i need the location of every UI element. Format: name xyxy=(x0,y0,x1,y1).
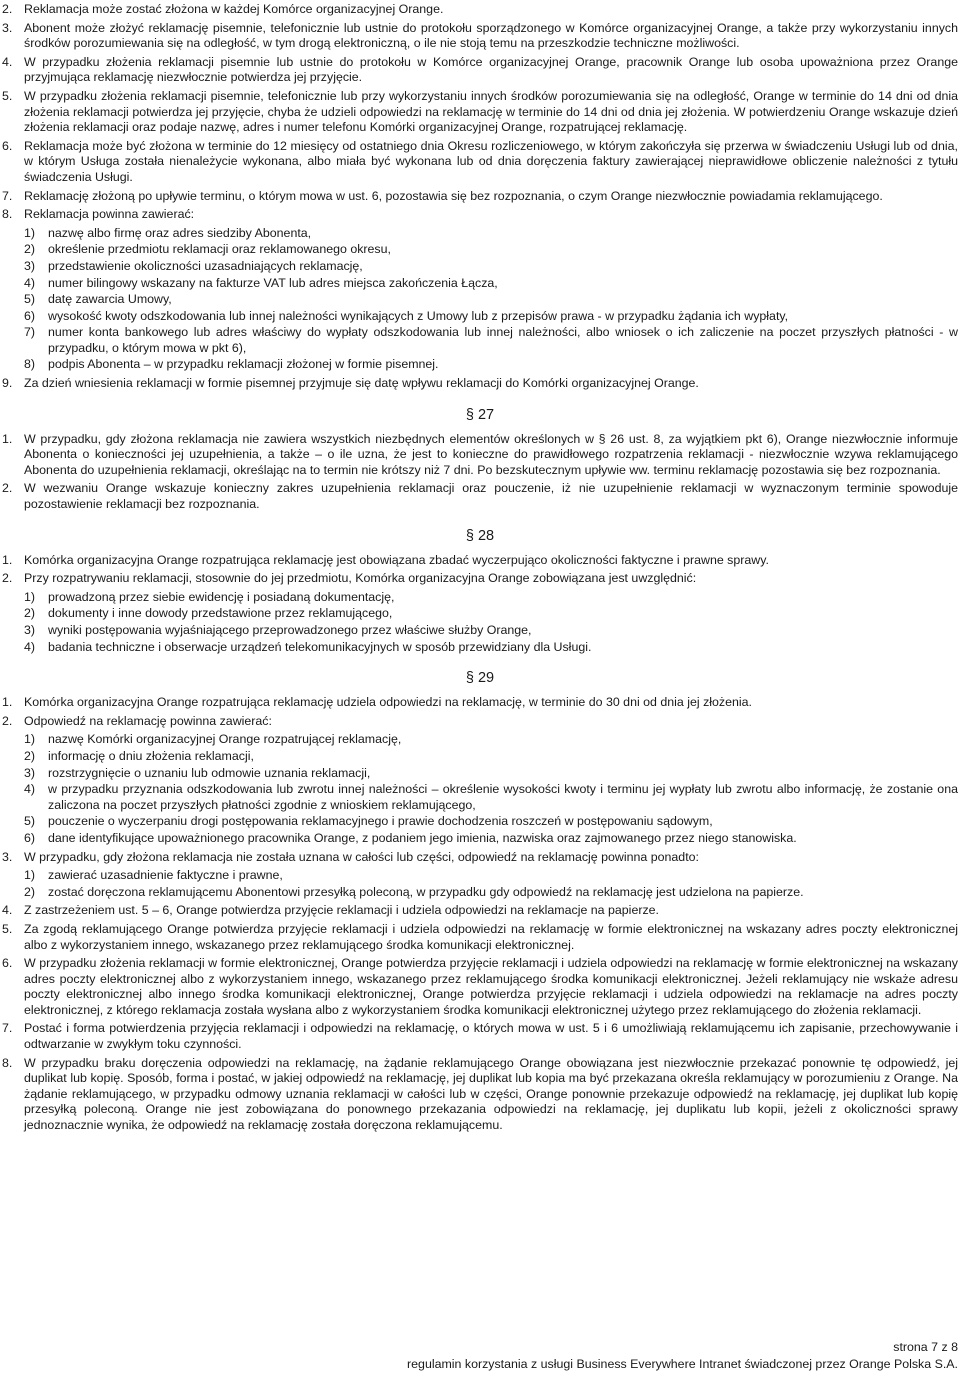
numbered-paragraph xyxy=(2,139,958,186)
list-item-text: dane identyfikujące upoważnionego pracownika Orange, z podaniem jego imienia, nazwiska oraz zajmowanego przez niego stanowiska. xyxy=(48,830,797,845)
list-item xyxy=(24,357,958,373)
page-number: strona 7 z 8 xyxy=(893,1340,958,1354)
list-item xyxy=(24,242,958,258)
list-item-number: 1) xyxy=(24,225,36,240)
paragraph-text: Reklamacja może zostać złożona w każdej Komórce organizacyjnej Orange. xyxy=(24,2,444,16)
paragraph-number: 9. xyxy=(2,376,13,391)
numbered-paragraph xyxy=(2,55,958,86)
list-item xyxy=(24,276,958,292)
list-item xyxy=(24,292,958,308)
section-heading: § 27 xyxy=(465,406,495,423)
paragraph-text: Za zgodą reklamującego Orange potwierdza przyjęcie reklamacji i udziela odpowiedzi na reklamację w formie elektronicznej na wskazany adres poczty elektronicznej albo z wykorzystaniem innego, wskazanego przez reklamującego środka komunikacji elektronicznej. xyxy=(24,921,958,952)
list-item-number: 3) xyxy=(24,765,36,780)
list-item-number: 1) xyxy=(24,868,36,883)
paragraph-text: W wezwaniu Orange wskazuje konieczny zakres uzupełnienia reklamacji oraz pouczenie, iż nie uzupełnienie reklamacji w wyznaczonym terminie spowoduje pozostawienie reklamacji bez rozpoznania. xyxy=(24,481,958,512)
list-item xyxy=(24,259,958,275)
list-item-number: 1) xyxy=(24,732,36,747)
numbered-paragraph xyxy=(2,189,958,205)
paragraph-text: W przypadku braku doręczenia odpowiedzi na reklamację, na żądanie reklamującego Orange obowiązana jest niezwłocznie przekazać ponownie tę odpowiedź, jej duplikat lub kopię. Sposób, forma i postać, w jakiej odpowiedź na reklamację, jej duplikat lub kopia ma być przekazana określa reklamujący w porozumieniu z Orange. Na żądanie reklamującego, w przypadku odmowy uznania reklamacji w całości lub w części, Orange ponownie przekazuje odpowiedź na reklamację, jej duplikat lub kopię przesyłką poleconą. Orange nie jest zobowiązana do ponownego przekazania odpowiedzi na reklamację, jej duplikatu lub kopii, jeżeli z okoliczności sprawy jednoznacznie wynika, że odpowiedź na reklamację została doręczona reklamującemu. xyxy=(24,1055,958,1133)
list-item-number: 6) xyxy=(24,308,36,323)
paragraph-number: 8. xyxy=(2,207,13,222)
list-item-text: podpis Abonenta – w przypadku reklamacji złożonej w formie pisemnej. xyxy=(48,357,439,372)
list-item-text: wyniki postępowania wyjaśniającego przeprowadzonego przez właściwe służby Orange, xyxy=(48,623,532,637)
paragraph-text: Komórka organizacyjna Orange rozpatrująca reklamację jest obowiązana zbadać wyczerpująco okoliczności faktyczne i prawne sprawy. xyxy=(24,552,769,567)
list-item-number: 3) xyxy=(24,258,36,273)
numbered-paragraph xyxy=(2,571,958,655)
numbered-paragraph xyxy=(2,89,958,136)
list-item-text: nazwę albo firmę oraz adres siedziby Abonenta, xyxy=(48,225,312,240)
numbered-paragraph xyxy=(2,903,958,919)
numbered-paragraph xyxy=(2,2,958,18)
list-item xyxy=(24,606,958,622)
paragraph-number: 6. xyxy=(2,138,13,153)
section-heading: § 29 xyxy=(465,670,495,687)
paragraph-number: 1. xyxy=(2,695,13,710)
list-item-number: 7) xyxy=(24,325,36,340)
list-item-text: prowadzoną przez siebie ewidencję i posiadaną dokumentację, xyxy=(48,589,395,604)
paragraph-text: Abonent może złożyć reklamację pisemnie, telefonicznie lub ustnie do protokołu sporządzonego w Komórce organizacyjnej Orange, a także przy wykorzystaniu innych środków porozumiewania się na odległość, w tym drogą elektroniczną, o ile nie stoją temu na przeszkodzie techniczne możliwości. xyxy=(24,20,958,51)
list-item-number: 2) xyxy=(24,748,36,763)
list-item-text: zawierać uzasadnienie faktyczne i prawne, xyxy=(48,868,283,883)
numbered-paragraph xyxy=(2,432,958,479)
numbered-paragraph xyxy=(2,1021,958,1052)
list-item-text: dokumenty i inne dowody przedstawione przez reklamującego, xyxy=(48,606,393,621)
paragraph-text: W przypadku, gdy złożona reklamacja nie zawiera wszystkich niezbędnych elementów określonych w § 26 ust. 8, za wyjątkiem pkt 6), Orange niezwłocznie informuje Abonenta o konieczności jej uzupełnienia, a także – o ile uzna, że jest to konieczne do prawidłowego rozpatrzenia reklamacji - niezwłocznie wzywa reklamującego Abonenta do uzupełnienia reklamacji, określając na to termin nie krótszy niż 7 dni. Po bezskutecznym upływie ww. terminu reklamację pozostawia się bez rozpoznania. xyxy=(24,431,958,477)
list-item-number: 2) xyxy=(24,242,36,257)
numbered-paragraph xyxy=(2,1056,958,1134)
paragraph-number: 3. xyxy=(2,20,13,35)
paragraph-number: 5. xyxy=(2,921,13,936)
paragraph-text: W przypadku złożenia reklamacji pisemnie, telefonicznie lub przy wykorzystaniu innych środków porozumiewania się na odległość, Orange w terminie do 14 dni od dnia złożenia reklamacji potwierdza jej przyjęcie, chyba że udzieli odpowiedzi na reklamację w terminie do 14 dni od dnia jej złożenia. W potwierdzeniu Orange wskazuje dzień złożenia reklamacji oraz podaje nazwę, adres i numer telefonu Komórki organizacyjnej Orange, rozpatrującej reklamację. xyxy=(24,88,958,135)
list-item-number: 4) xyxy=(24,639,36,654)
paragraph-text: Postać i forma potwierdzenia przyjęcia reklamacji i odpowiedzi na reklamację, o których mowa w ust. 5 i 6 umożliwiają reklamującemu ich zapisanie, przechowywanie i odtwarzanie w zwykłym toku czynności. xyxy=(24,1021,958,1052)
page-footer xyxy=(407,1339,958,1373)
list-item-text: przedstawienie okoliczności uzasadniających reklamację, xyxy=(48,258,363,273)
list-item xyxy=(24,640,958,656)
paragraph-number: 6. xyxy=(2,956,13,971)
list-item xyxy=(24,868,958,884)
list-item xyxy=(24,831,958,847)
paragraph-number: 4. xyxy=(2,54,13,69)
paragraph-number: 2. xyxy=(2,481,13,496)
list-item xyxy=(24,732,958,748)
list-item xyxy=(24,749,958,765)
list-item xyxy=(24,309,958,325)
paragraph-number: 1. xyxy=(2,552,13,567)
list-item-number: 6) xyxy=(24,830,36,845)
list-item-text: informację o dniu złożenia reklamacji, xyxy=(48,748,254,763)
list-item-text: numer bilingowy wskazany na fakturze VAT lub adres miejsca zakończenia Łącza, xyxy=(48,275,498,290)
paragraph-number: 2. xyxy=(2,571,13,586)
list-item xyxy=(24,325,958,356)
paragraph-text: Z zastrzeżeniem ust. 5 – 6, Orange potwierdza przyjęcie reklamacji i udziela odpowiedzi na reklamacje na papierze. xyxy=(24,903,659,918)
paragraph-text: W przypadku złożenia reklamacji w formie elektronicznej, Orange potwierdza przyjęcie reklamacji i udziela odpowiedzi na reklamację w formie elektronicznej na wskazany adres poczty elektronicznej albo z wykorzystaniem innego, wskazanego przez reklamującego środka komunikacji elektronicznej. Jeżeli reklamujący nie wskaże adresu poczty elektronicznej albo innego środka komunikacji elektronicznej, Orange potwierdza przyjęcie reklamacji i udziela odpowiedzi na reklamacje na adres poczty elektronicznej, z którego reklamacja została wysłana albo z wykorzystaniem środka komunikacji elektronicznej użytego przez reklamującego do złożenia reklamacji. xyxy=(24,956,958,1017)
numbered-paragraph xyxy=(2,553,958,569)
paragraph-number: 5. xyxy=(2,88,13,103)
paragraph-text: Przy rozpatrywaniu reklamacji, stosownie do jej przedmiotu, Komórka organizacyjna Orange zobowiązana jest uwzględnić: xyxy=(24,571,697,586)
list-item xyxy=(24,782,958,813)
numbered-paragraph xyxy=(2,850,958,901)
paragraph-number: 2. xyxy=(2,2,13,16)
paragraph-number: 7. xyxy=(2,1021,13,1036)
paragraph-text: W przypadku złożenia reklamacji pisemnie lub ustnie do protokołu w Komórce organizacyjnej Orange, pracownik Orange lub osoba upoważniona przez Orange przyjmująca reklamację niezwłocznie potwierdza jej przyjęcie. xyxy=(24,54,958,85)
paragraph-text: Reklamację złożoną po upływie terminu, o którym mowa w ust. 6, pozostawia się bez rozpoznania, o czym Orange niezwłocznie powiadamia reklamującego. xyxy=(24,188,883,203)
list-item-text: badania techniczne i obserwacje urządzeń telekomunikacyjnych w sposób przewidziany dla Usługi. xyxy=(48,639,592,654)
sub-list xyxy=(24,226,958,373)
list-item-text: nazwę Komórki organizacyjnej Orange rozpatrującej reklamację, xyxy=(48,732,402,747)
paragraph-number: 3. xyxy=(2,849,13,864)
paragraph-text: Komórka organizacyjna Orange rozpatrująca reklamację udziela odpowiedzi na reklamację, w terminie do 30 dni od dnia jej złożenia. xyxy=(24,695,752,710)
sub-list xyxy=(24,732,958,846)
list-item-number: 2) xyxy=(24,884,36,899)
list-item xyxy=(24,766,958,782)
paragraph-number: 2. xyxy=(2,713,13,728)
paragraph-text: Reklamacja powinna zawierać: xyxy=(24,207,195,222)
list-item xyxy=(24,226,958,242)
list-item-text: numer konta bankowego lub adres właściwy do wypłaty odszkodowania lub innej należności, albo wniosek o ich zaliczenie na poczet przyszłych płatności - w przypadku, o którym mowa w pkt 6), xyxy=(48,325,958,355)
numbered-paragraph xyxy=(2,21,958,52)
paragraph-number: 8. xyxy=(2,1055,13,1070)
numbered-paragraph xyxy=(2,481,958,512)
list-item xyxy=(24,885,958,901)
list-item-number: 3) xyxy=(24,623,36,637)
paragraph-text: Reklamacja może być złożona w terminie do 12 miesięcy od ostatniego dnia Okresu rozliczeniowego, w którym zakończyła się przerwa w świadczeniu Usługi lub od dnia, w którym Usługa została nienależycie wykonana, albo miała być wykonana lub od dnia doręczenia faktury zawierającej nieprawidłowe obliczenie należności z tytułu świadczenia Usługi. xyxy=(24,138,958,184)
list-item-text: w przypadku przyznania odszkodowania lub zwrotu innej należności – określenie wysokości kwoty i terminu jej wypłaty lub zwrotu albo informację, że zostanie ona zaliczona na poczet przyszłych płatności zgodnie z wnioskiem reklamującego, xyxy=(48,782,958,812)
numbered-paragraph xyxy=(2,714,958,847)
paragraph-text: Odpowiedź na reklamację powinna zawierać: xyxy=(24,713,272,728)
paragraph-number: 7. xyxy=(2,188,13,203)
numbered-paragraph xyxy=(2,956,958,1018)
document-body xyxy=(2,2,958,1137)
list-item xyxy=(24,814,958,830)
sub-list xyxy=(24,868,958,900)
paragraph-text: Za dzień wniesienia reklamacji w formie pisemnej przyjmuje się datę wpływu reklamacji do Komórki organizacyjnej Orange. xyxy=(24,376,699,391)
paragraph-text: W przypadku, gdy złożona reklamacja nie została uznana w całości lub części, odpowiedź na reklamację powinna ponadto: xyxy=(24,849,699,864)
paragraph-number: 1. xyxy=(2,431,13,446)
numbered-paragraph xyxy=(2,695,958,711)
list-item xyxy=(24,590,958,606)
list-item-text: pouczenie o wyczerpaniu drogi postępowania reklamacyjnego i prawie dochodzenia roszczeń w postępowaniu sądowym, xyxy=(48,814,713,829)
list-item-number: 4) xyxy=(24,275,36,290)
footer-document-title: regulamin korzystania z usługi Business Everywhere Intranet świadczonej przez Orange Polska S.A. xyxy=(407,1357,958,1371)
list-item-number: 5) xyxy=(24,292,36,307)
list-item-text: zostać doręczona reklamującemu Abonentowi przesyłką poleconą, w przypadku gdy odpowiedź na reklamację jest udzielona na papierze. xyxy=(48,884,804,899)
list-item-text: wysokość kwoty odszkodowania lub innej należności wynikających z Umowy lub z przepisów prawa - w przypadku żądania ich wypłaty, xyxy=(48,308,789,323)
list-item-text: określenie przedmiotu reklamacji oraz reklamowanego okresu, xyxy=(48,242,391,257)
numbered-paragraph xyxy=(2,922,958,953)
list-item-number: 5) xyxy=(24,814,36,829)
paragraph-number: 4. xyxy=(2,903,13,918)
sub-list xyxy=(24,590,958,655)
section-heading: § 28 xyxy=(465,527,495,544)
list-item-text: datę zawarcia Umowy, xyxy=(48,292,172,307)
list-item-number: 4) xyxy=(24,782,36,797)
numbered-paragraph xyxy=(2,376,958,392)
list-item-text: rozstrzygnięcie o uznaniu lub odmowie uznania reklamacji, xyxy=(48,765,371,780)
list-item-number: 1) xyxy=(24,589,36,604)
list-item-number: 8) xyxy=(24,357,36,372)
numbered-paragraph xyxy=(2,207,958,373)
list-item xyxy=(24,623,958,639)
list-item-number: 2) xyxy=(24,606,36,621)
